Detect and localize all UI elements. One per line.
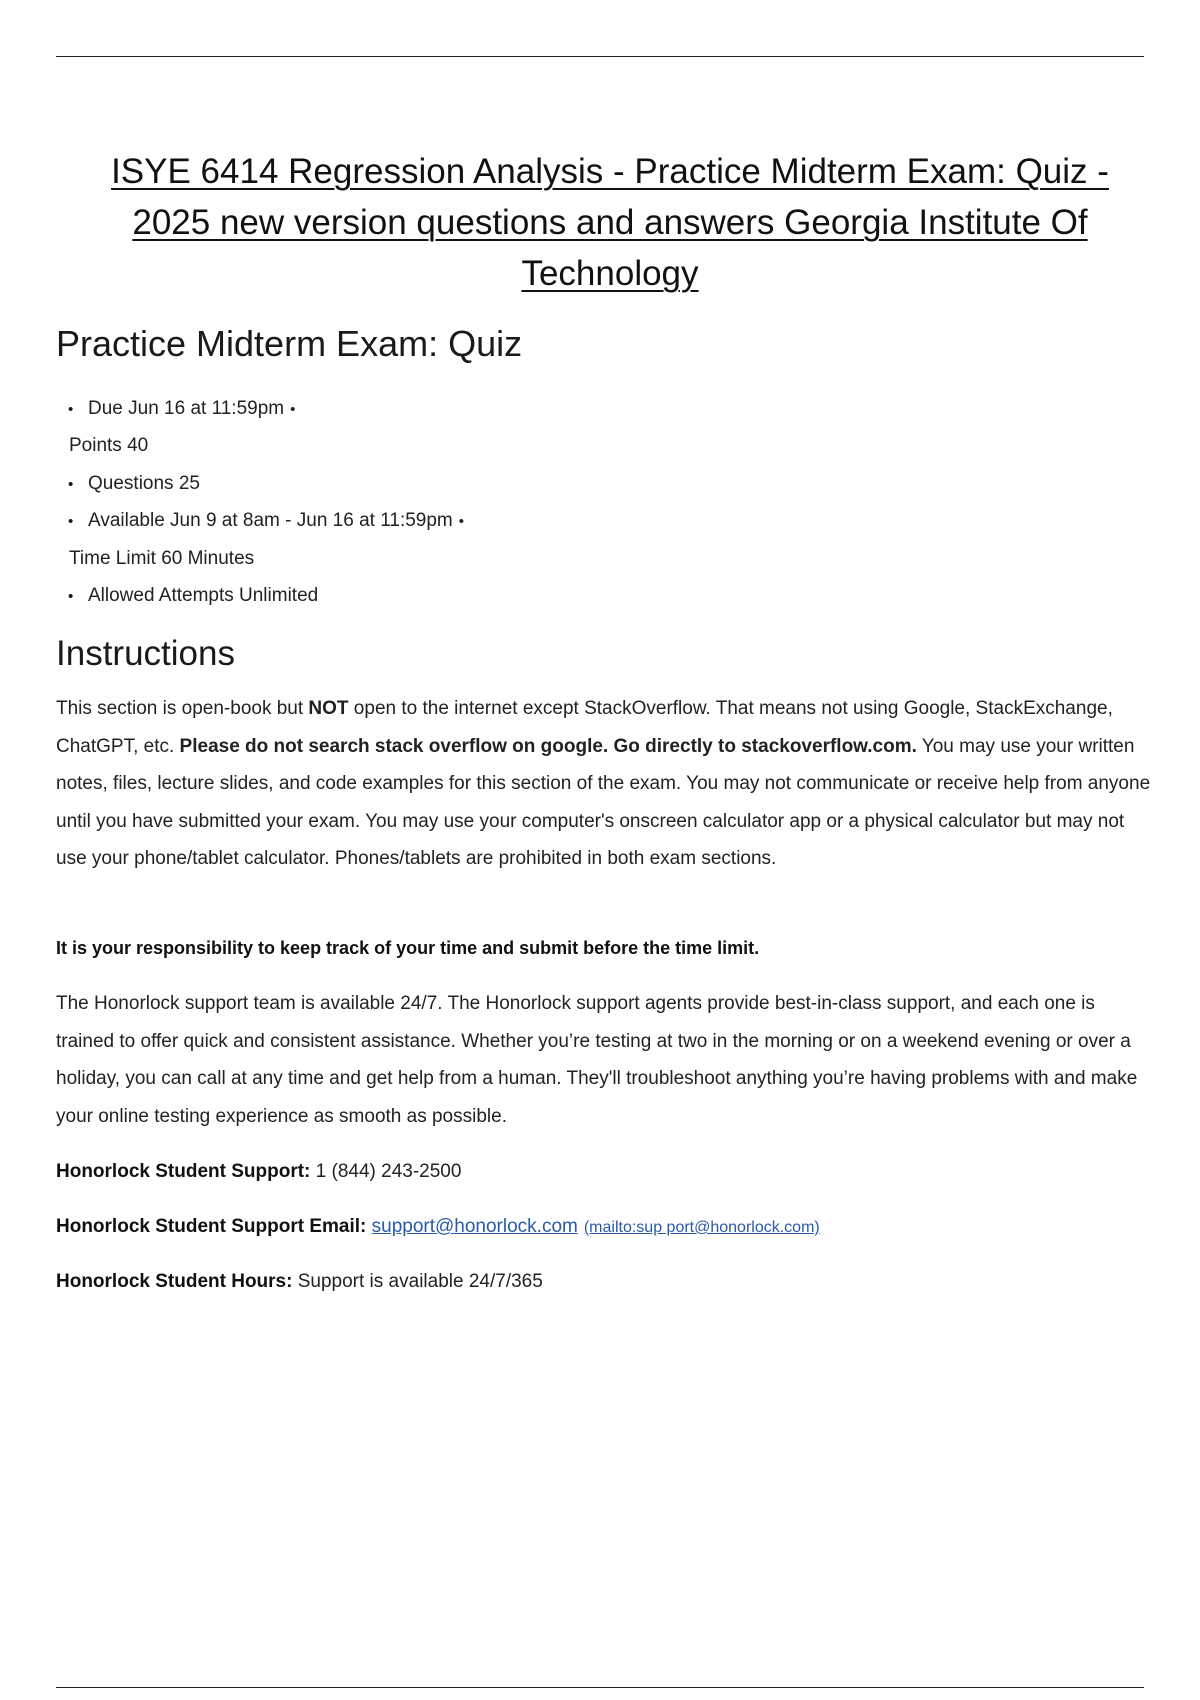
responsibility-notice: It is your responsibility to keep track of your time and submit before the time limit. [56, 938, 760, 958]
instructions-heading: Instructions [56, 634, 235, 673]
due-date: Due Jun 16 at 11:59pm [88, 398, 285, 419]
list-item [56, 465, 464, 502]
instructions-text-3: You may use your written notes, files, lecture slides, and code examples for this section of the exam. You may not communicate or receive help from anyone until you have submitted your exam. You may use your computer's onscreen calculator app or a physical calculator but may not use your phone/tablet calculator. Phones/tablets are prohibited in both exam sections. [56, 735, 1151, 869]
questions-count: Questions 25 [88, 472, 200, 494]
instructions-bold-sentence: Please do not search stack overflow on google. Go directly to stackoverflow.com. [179, 735, 917, 757]
bullet-icon: • [68, 475, 74, 493]
bottom-rule [56, 1687, 1144, 1688]
support-hours-line [56, 1266, 543, 1298]
title-line-2: 2025 new version questions and answers Georgia Institute Of [132, 203, 1088, 242]
instructions-text-2: open to the internet except StackOverflow. That means not using Google, StackExchange, ChatGPT, etc. [56, 698, 1113, 757]
support-email-link[interactable]: support@honorlock.com [371, 1216, 578, 1237]
instructions-text-1: This section is open-book but [56, 698, 309, 719]
instructions-paragraph [56, 690, 1156, 878]
list-item [56, 502, 464, 539]
bullet-icon: • [68, 401, 74, 418]
instructions-not: NOT [308, 698, 349, 719]
title-line-3: Technology [521, 254, 699, 293]
support-phone-line [56, 1156, 461, 1188]
list-item [56, 427, 464, 464]
allowed-attempts: Allowed Attempts Unlimited [88, 584, 319, 606]
honorlock-paragraph: The Honorlock support team is available 24/7. The Honorlock support agents provide best-in-class support, and each one is trained to offer quick and consistent assistance. Whether you’re testing at two in the morning or on a weekend evening or over a holiday, you can call at any time and get help from a human. They'll troubleshoot anything you’re having problems with and make your online testing experience as smooth as possible. [56, 993, 1138, 1127]
bullet-icon: • [68, 513, 74, 531]
support-email-label: Honorlock Student Support Email: [56, 1216, 367, 1237]
title-line-1: ISYE 6414 Regression Analysis - Practice Midterm Exam: Quiz - [111, 152, 1109, 191]
quiz-details-list [56, 390, 464, 614]
bullet-icon: • [290, 401, 296, 418]
bullet-icon: • [458, 513, 465, 531]
bullet-icon: • [68, 587, 74, 605]
list-item [56, 577, 464, 614]
list-item [56, 540, 464, 577]
availability-window: Available Jun 9 at 8am - Jun 16 at 11:59pm [88, 510, 453, 532]
quiz-heading: Practice Midterm Exam: Quiz [56, 323, 523, 364]
time-limit: Time Limit 60 Minutes [69, 547, 255, 569]
document-title [60, 146, 1160, 299]
top-rule [56, 56, 1144, 57]
support-email-line [56, 1211, 820, 1244]
support-hours-label: Honorlock Student Hours: [56, 1271, 293, 1292]
list-item [56, 390, 464, 427]
support-phone-label: Honorlock Student Support: [56, 1161, 311, 1182]
points: Points 40 [69, 435, 149, 457]
support-phone-value: 1 (844) 243-2500 [310, 1161, 462, 1182]
support-hours-value: Support is available 24/7/365 [292, 1271, 543, 1292]
support-mailto-link[interactable]: (mailto:sup port@honorlock.com) [583, 1219, 820, 1236]
